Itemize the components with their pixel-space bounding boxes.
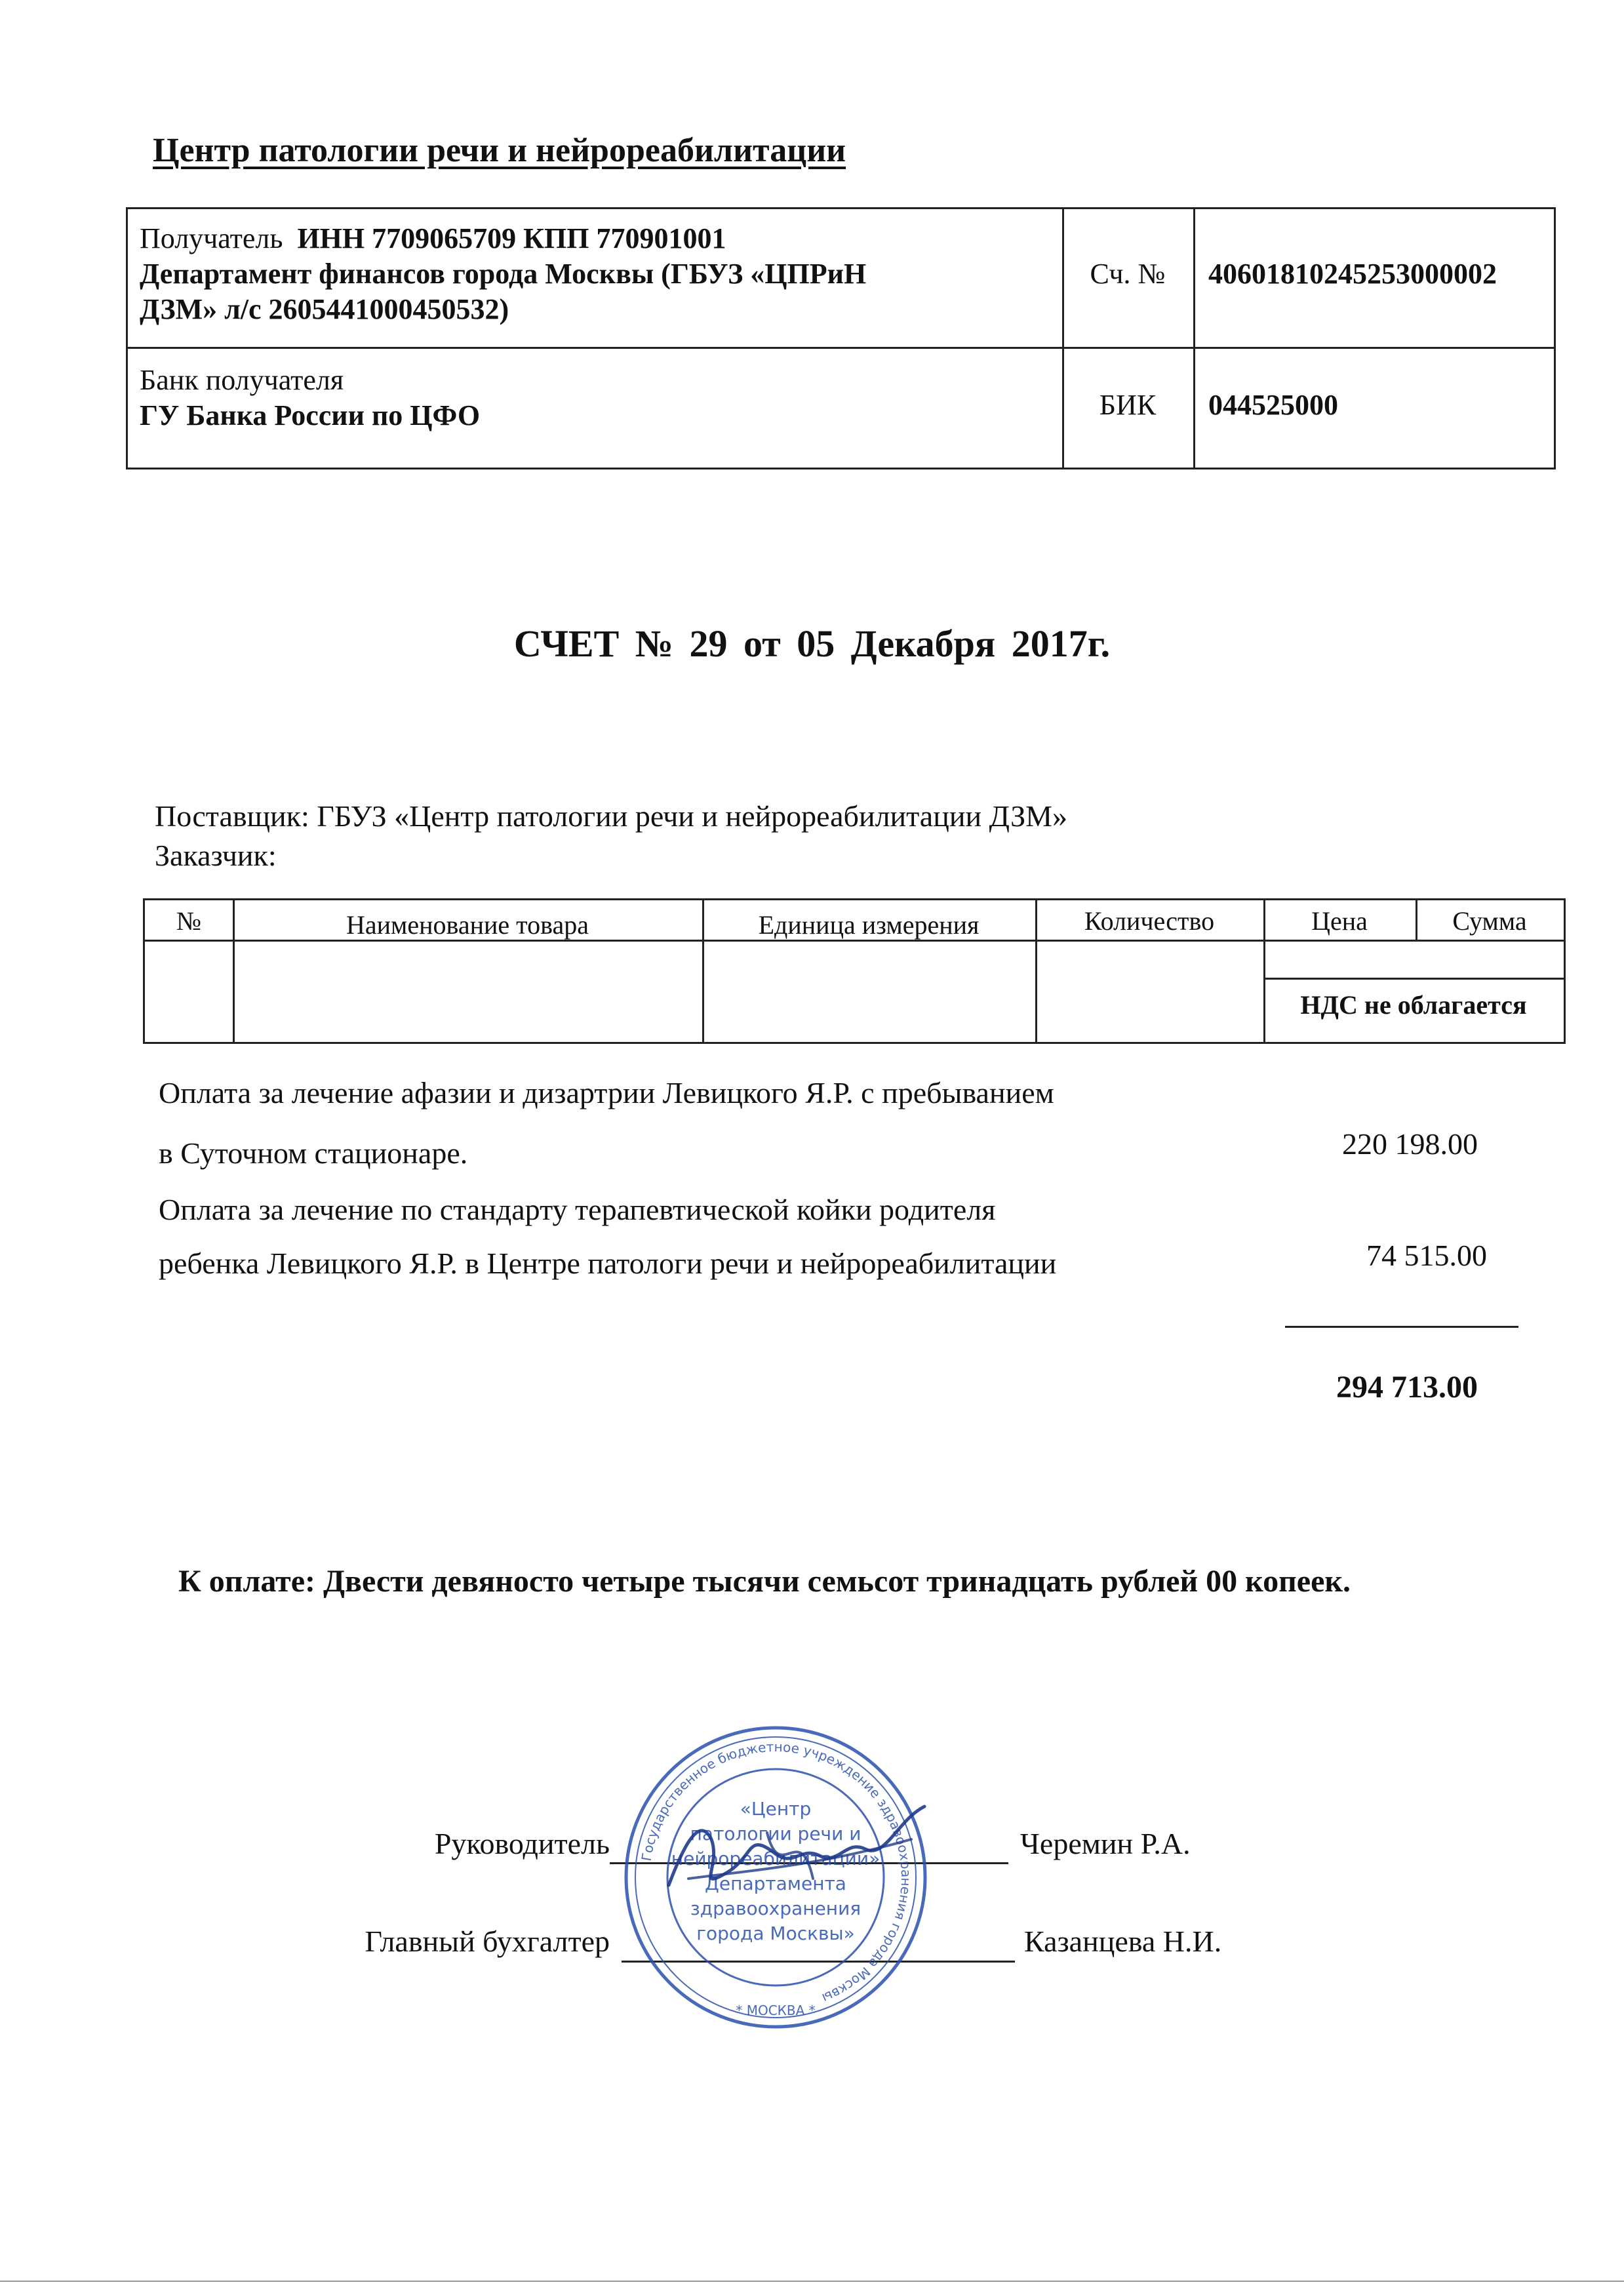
line-item-1-text1: Оплата за лечение афазии и дизартрии Левицкого Я.Р. с пребыванием [159, 1076, 1054, 1109]
stamp-ring-text: Государственное бюджетное учреждение здравоохранения города Москвы [638, 1738, 915, 2006]
recipient-cell [140, 221, 1051, 327]
recipient-name-line2: ДЗМ» л/с 2605441000450532) [140, 293, 509, 325]
col-header-quantity: Количество [1084, 906, 1215, 936]
bank-cell [140, 363, 1051, 433]
director-label: Руководитель [434, 1827, 610, 1860]
line-item-2-text2: ребенка Левицкого Я.Р. в Центре патологи речи и нейрореабилитации [159, 1247, 1057, 1280]
scan-edge [0, 2281, 1624, 2282]
total-amount: 294 713.00 [1336, 1370, 1478, 1405]
stamp-bottom-text: * МОСКВА * [736, 2003, 816, 2018]
bik-value: 044525000 [1208, 389, 1338, 421]
col-header-number: № [176, 906, 202, 936]
col-header-price: Цена [1311, 906, 1368, 936]
line-item-1-text2: в Суточном стационаре. [159, 1136, 468, 1170]
divider [1193, 209, 1195, 468]
stamp-center-line: города Москвы» [696, 1923, 855, 1944]
accountant-name: Казанцева Н.И. [1024, 1925, 1222, 1958]
line-item-2-text1: Оплата за лечение по стандарту терапевтической койки родителя [159, 1193, 996, 1226]
recipient-inn-kpp: ИНН 7709065709 КПП 770901001 [297, 222, 726, 254]
col-header-unit: Единица измерения [758, 910, 980, 940]
invoice-title: СЧЕТ № 29 от 05 Декабря 2017г. [513, 622, 1111, 665]
bank-label: Банк получателя [140, 364, 344, 396]
account-label: Сч. № [1090, 258, 1166, 290]
divider [1062, 209, 1064, 468]
stamp-center-line: нейрореабилитации» [671, 1848, 881, 1869]
bank-name: ГУ Банка России по ЦФО [140, 399, 481, 431]
line-item-2-amount: 74 515.00 [1366, 1239, 1487, 1272]
payment-due: К оплате: Двести девяносто четыре тысячи семьсот тринадцать рублей 00 копеек. [178, 1564, 1351, 1599]
supplier-line: Поставщик: ГБУЗ «Центр патологии речи и нейрореабилитации ДЗМ» [155, 799, 1068, 833]
total-rule [1285, 1326, 1518, 1328]
recipient-name-line1: Департамент финансов города Москвы (ГБУЗ «ЦПРиН [140, 258, 867, 290]
organization-title: Центр патологии речи и нейрореабилитации [153, 132, 846, 169]
goods-table [143, 898, 1566, 1044]
customer-line: Заказчик: [155, 839, 277, 872]
account-number: 40601810245253000002 [1208, 258, 1497, 290]
vat-note: НДС не облагается [1300, 990, 1527, 1020]
divider [1263, 978, 1564, 980]
director-name: Черемин Р.А. [1020, 1827, 1191, 1860]
stamp-center-line: Департамента [705, 1873, 846, 1894]
stamp-center-line: здравоохранения [690, 1898, 862, 1919]
line-item-1-amount: 220 198.00 [1342, 1127, 1478, 1161]
bank-details-table [126, 207, 1556, 469]
divider [128, 347, 1554, 349]
col-header-name: Наименование товара [346, 910, 589, 940]
stamp-center-line: патологии речи и [690, 1823, 862, 1845]
col-header-sum: Сумма [1452, 906, 1527, 936]
accountant-label: Главный бухгалтер [365, 1925, 610, 1958]
stamp-center-line: «Центр [740, 1798, 812, 1820]
bik-label: БИК [1099, 389, 1157, 421]
handwritten-signature [649, 1793, 938, 1911]
recipient-label: Получатель [140, 222, 283, 254]
